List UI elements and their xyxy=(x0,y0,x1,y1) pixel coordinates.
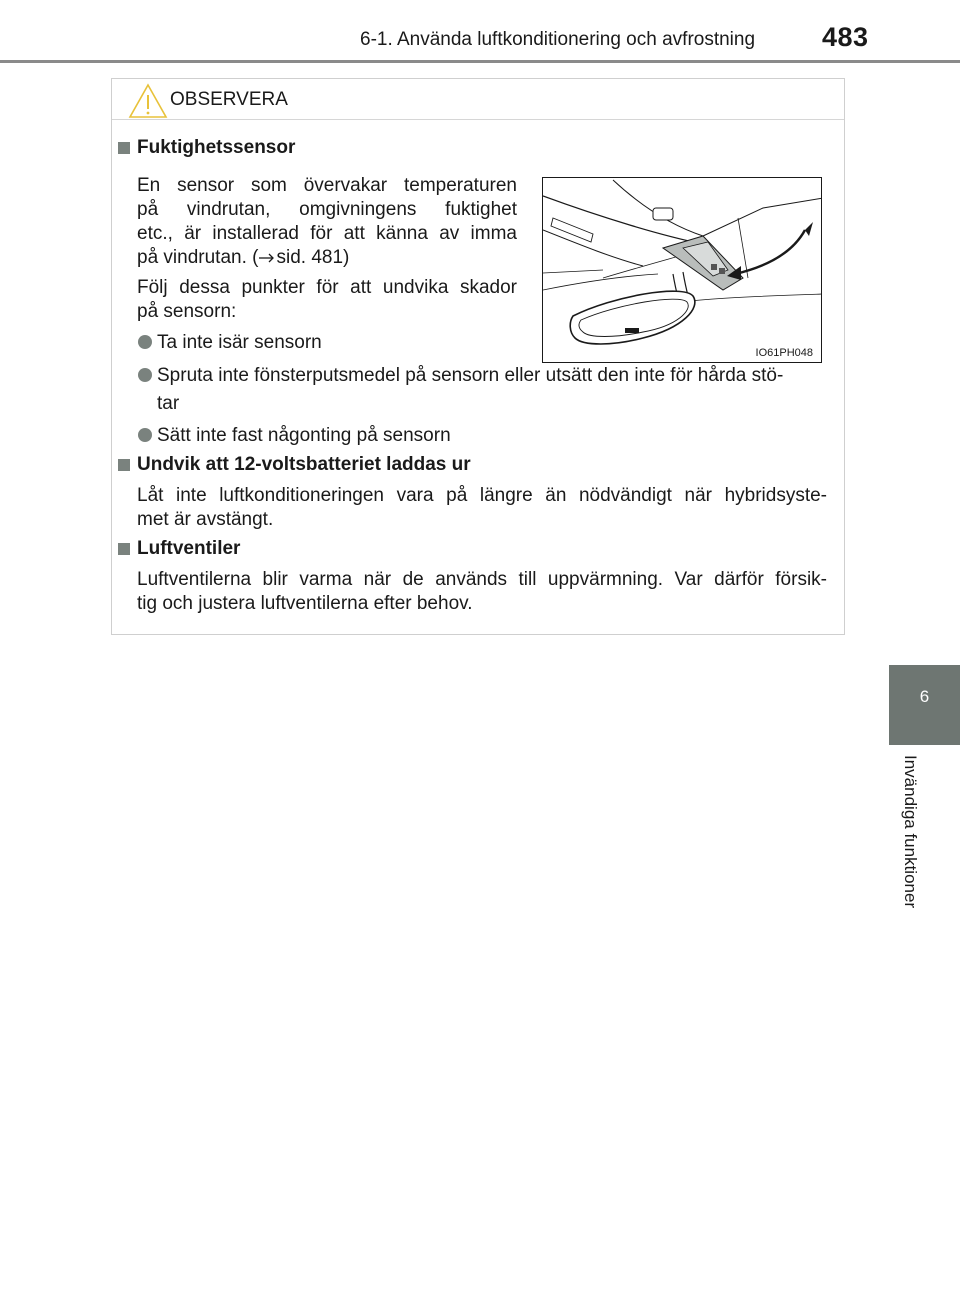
figure-code: IO61PH048 xyxy=(755,347,813,359)
follow-line-2: på sensorn: xyxy=(137,301,237,322)
arrow-right-icon xyxy=(258,251,276,265)
bullet-dot xyxy=(138,335,152,349)
intro-line-2: på vindrutan, omgivningens fuktighet xyxy=(137,199,517,220)
chapter-tab xyxy=(889,665,960,745)
warning-triangle-icon xyxy=(128,83,168,119)
bullet-item-2: Spruta inte fönsterputsmedel på sensorn eller utsätt den inte för hårda stö- xyxy=(157,365,784,386)
notice-header xyxy=(112,79,844,120)
intro-line-3: etc., är installerad för att känna av imma xyxy=(137,223,517,244)
bullet-item-1: Ta inte isär sensorn xyxy=(157,332,322,353)
vents-line-1: Luftventilerna blir varma när de används till uppvärmning. Var därför försik- xyxy=(137,569,827,590)
rearview-mirror-sensor-drawing xyxy=(543,178,822,363)
bullet-item-2-cont: tar xyxy=(157,393,180,414)
chapter-tab-label: Invändiga funktioner xyxy=(901,755,920,909)
notice-box xyxy=(111,78,845,635)
section-heading-air-vents: Luftventiler xyxy=(137,538,241,559)
bullet-item-3: Sätt inte fast någonting på sensorn xyxy=(157,425,451,446)
chapter-tab-number: 6 xyxy=(919,687,930,706)
section-marker xyxy=(118,459,130,471)
intro-ref-prefix: på vindrutan. ( xyxy=(137,247,259,268)
section-marker xyxy=(118,543,130,555)
battery-line-1: Låt inte luftkonditioneringen vara på längre än nödvändigt när hybridsyste- xyxy=(137,485,827,506)
page-reference-link[interactable]: sid. 481) xyxy=(276,247,350,268)
notice-label: OBSERVERA xyxy=(170,89,288,110)
section-heading-humidity-sensor: Fuktighetssensor xyxy=(137,137,296,158)
intro-line-1: En sensor som övervakar temperaturen xyxy=(137,175,517,196)
battery-line-2: met är avstängt. xyxy=(137,509,274,530)
intro-line-4 xyxy=(137,247,349,269)
vents-line-2: tig och justera luftventilerna efter behov. xyxy=(137,593,473,614)
page-number: 483 xyxy=(822,22,869,52)
chapter-title: 6-1. Använda luftkonditionering och avfrostning xyxy=(360,29,756,50)
header-divider xyxy=(0,60,960,63)
section-heading-battery: Undvik att 12-voltsbatteriet laddas ur xyxy=(137,454,471,475)
bullet-dot xyxy=(138,368,152,382)
bullet-dot xyxy=(138,428,152,442)
follow-line-1: Följ dessa punkter för att undvika skador xyxy=(137,277,517,298)
section-marker xyxy=(118,142,130,154)
sensor-illustration xyxy=(542,177,822,363)
